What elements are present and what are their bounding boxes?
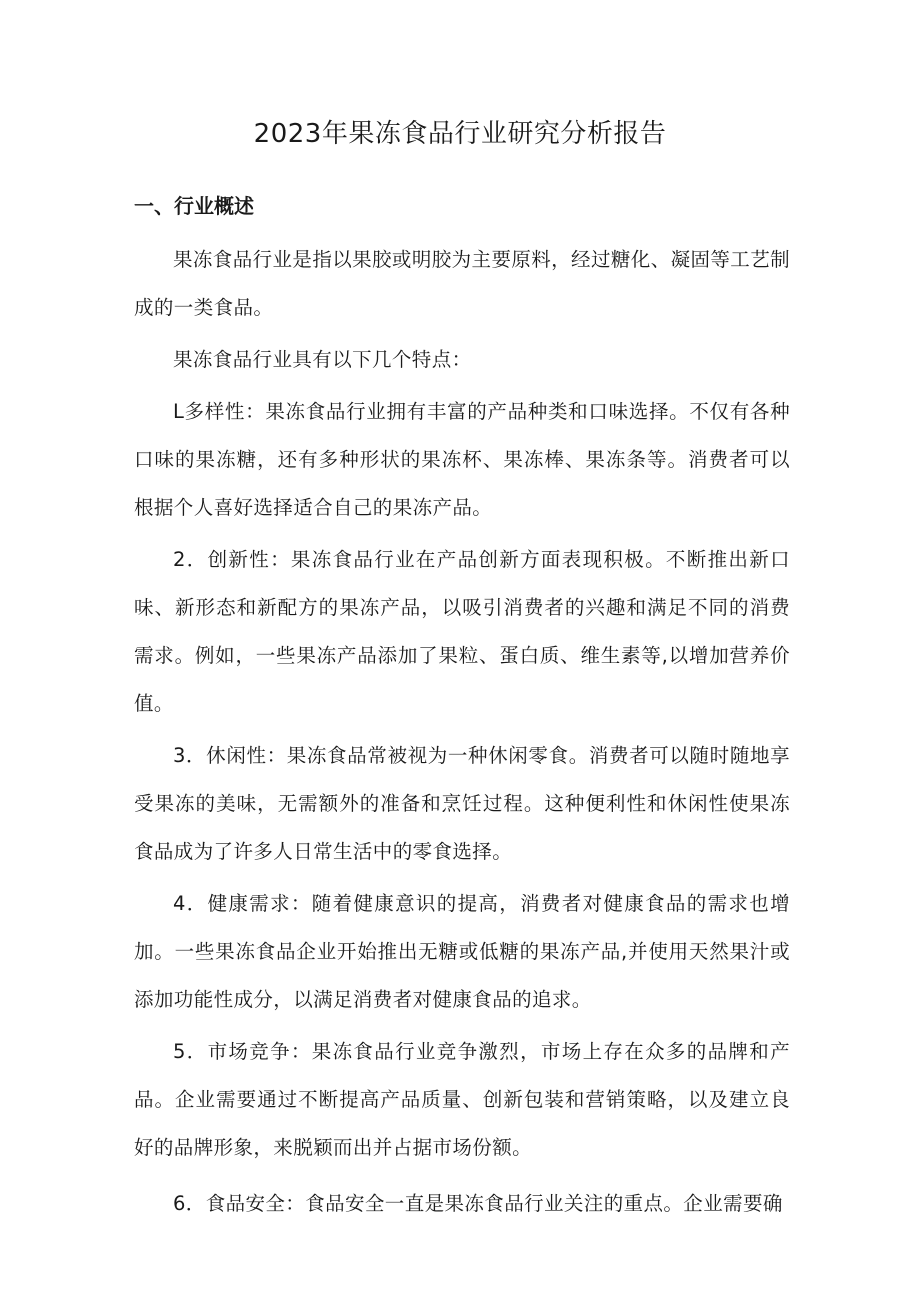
paragraph-definition: 果冻食品行业是指以果胶或明胶为主要原料，经过糖化、凝固等工艺制成的一类食品。 xyxy=(134,248,790,319)
paragraph-innovation: 2．创新性：果冻食品行业在产品创新方面表现积极。不断推出新口味、新形态和新配方的果冻产品，以吸引消费者的兴趣和满足不同的消费需求。例如，一些果冻产品添加了果粒、蛋白质、维生素等,以增加营养价值。 xyxy=(134,548,790,715)
paragraph-diversity: L多样性：果冻食品行业拥有丰富的产品种类和口味选择。不仅有各种口味的果冻糖，还有多种形状的果冻杯、果冻棒、果冻条等。消费者可以根据个人喜好选择适合自己的果冻产品。 xyxy=(134,400,790,519)
paragraph-health: 4．健康需求：随着健康意识的提高，消费者对健康食品的需求也增加。一些果冻食品企业开始推出无糖或低糖的果冻产品,并使用天然果汁或添加功能性成分，以满足消费者对健康食品的追求。 xyxy=(134,892,790,1011)
section-heading: 一、行业概述 xyxy=(134,194,254,218)
paragraph-food-safety: 6．食品安全：食品安全一直是果冻食品行业关注的重点。企业需要确 xyxy=(173,1192,783,1215)
document-body xyxy=(134,236,790,1228)
paragraph-competition: 5．市场竞争：果冻食品行业竞争激烈，市场上存在众多的品牌和产品。企业需要通过不断提高产品质量、创新包装和营销策略，以及建立良好的品牌形象，来脱颖而出并占据市场份额。 xyxy=(134,1040,790,1159)
paragraph-features-intro: 果冻食品行业具有以下几个特点： xyxy=(173,348,472,371)
document-title: 2023年果冻食品行业研究分析报告 xyxy=(253,119,667,149)
paragraph-leisure: 3．休闲性：果冻食品常被视为一种休闲零食。消费者可以随时随地享受果冻的美味，无需额外的准备和烹饪过程。这种便利性和休闲性使果冻食品成为了许多人日常生活中的零食选择。 xyxy=(134,744,790,863)
